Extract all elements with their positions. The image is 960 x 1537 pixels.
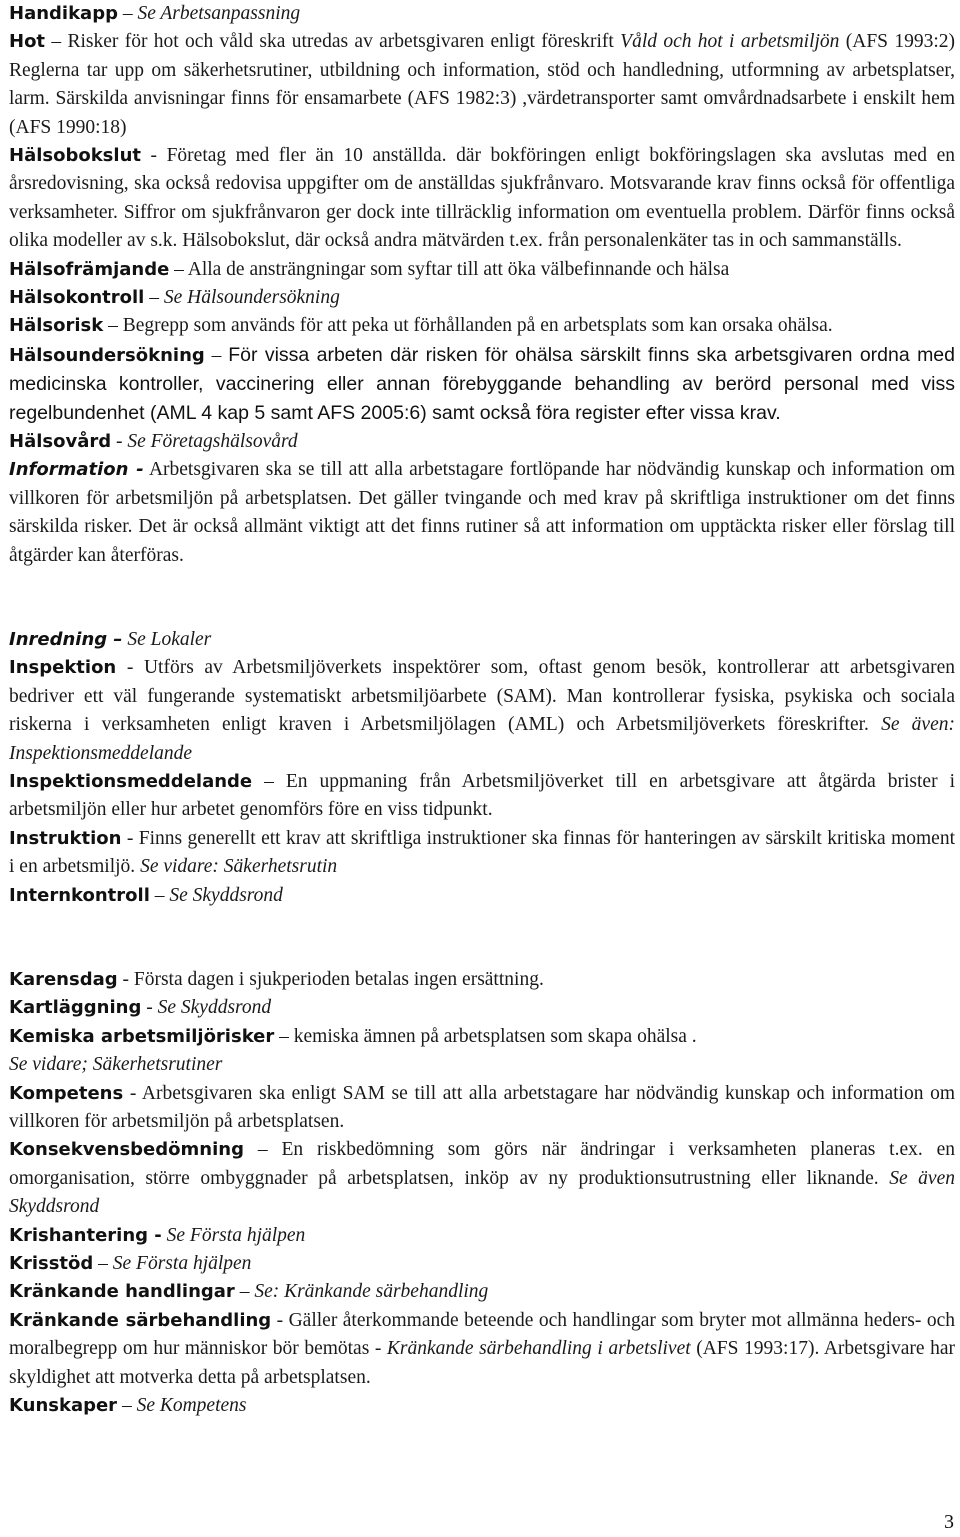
entry-term: Handikapp: [9, 3, 118, 24]
entry-text: Första dagen i sjukperioden betalas ingen ersättning.: [133, 968, 544, 990]
entry-term: Kompetens: [9, 1082, 124, 1104]
entry-reference: Se Hälsoundersökning: [163, 287, 340, 309]
entry-reference: Se Lokaler: [127, 628, 212, 650]
glossary-entry: Kartläggning - Se Skyddsrond: [9, 997, 272, 1019]
entry-text: (AFS 1993:17). Arbetsgivare har skyldighet att motverka detta på arbetsplatsen.: [9, 1338, 955, 1388]
glossary-entry: Kränkande handlingar – Se: Kränkande särbehandling: [9, 1281, 489, 1303]
entry-reference: Se Skyddsrond: [157, 997, 272, 1019]
glossary-section-h: [9, 0, 955, 570]
entry-italic: Kränkande särbehandling i arbetslivet: [386, 1338, 691, 1360]
entry-reference: Se vidare: Säkerhetsrutin: [140, 856, 338, 878]
entry-term: Kunskaper: [9, 1395, 118, 1417]
entry-reference: Se Kompetens: [136, 1395, 247, 1417]
glossary-entry: Internkontroll – Se Skyddsrond: [9, 884, 283, 906]
glossary-entry: Karensdag - Första dagen i sjukperioden betalas ingen ersättning.: [9, 968, 544, 990]
entry-text: Arbetsgivaren ska se till att alla arbetstagare fortlöpande har nödvändig kunskap och information om villkoren för arbetsmiljön på arbetsplatsen. Det gäller tvingande och med krav på skriftliga instruktioner om det finns särskilda risker. Det är också allmänt viktigt att det finns rutiner så att information om upptäckta risker eller förslag till åtgärder kan återföras.: [9, 459, 955, 566]
glossary-entry: Hot – Risker för hot och våld ska utredas av arbetsgivaren enligt föreskrift Våld och hot i arbetsmiljön (AFS 1993:2) Reglerna tar upp om säkerhetsrutiner, utbildning och information, stöd och handledning, utformning av arbetsplatser, larm. Särskilda anvisningar finns för ensamarbete (AFS 1982:3) ,värdetransporter samt omvårdnadsarbete i enskilt hem (AFS 1990:18): [9, 31, 956, 138]
glossary-entry: Konsekvensbedömning – En riskbedömning som görs när ändringar i verksamheten planeras t.ex. en omorganisation, större ombyggnader på arbetsplatsen, inköp av ny produktionsutrustning eller liknande. Se även Skyddsrond: [9, 1139, 955, 1218]
entry-reference: Se Första hjälpen: [166, 1224, 306, 1246]
glossary-entry: Hälsobokslut - Företag med fler än 10 anställda. där bokföringen enligt bokföringslagen ska avslutas med en årsredovisning, ska också redovisa uppgifter om de anställdas sjukfrånvaro. Motsvarande krav finns också för offentliga verksamheter. Siffror om sjukfrånvaron ger dock inte tillräcklig information om eventuella problem. Därför finns också olika modeller av s.k. Hälsobokslut, där också andra mätvärden t.ex. från personalenkäter tas in och sammanställs.: [9, 145, 955, 252]
glossary-entry: [9, 626, 955, 654]
entry-term: Internkontroll: [9, 884, 150, 906]
entry-term: Karensdag: [9, 968, 118, 990]
glossary-section-k: [9, 966, 955, 1421]
entry-text: Alla de ansträngningar som syftar till att öka välbefinnande och hälsa: [187, 258, 730, 280]
glossary-section-i: [9, 626, 955, 910]
entry-reference: Se Företagshälsovård: [127, 430, 298, 452]
entry-term: Inspektionsmeddelande: [9, 770, 253, 792]
glossary-entry: Kemiska arbetsmiljörisker – kemiska ämnen på arbetsplatsen som skapa ohälsa .: [9, 1025, 697, 1047]
entry-reference: Se: Kränkande särbehandling: [254, 1281, 489, 1303]
entry-reference: Se Skyddsrond: [169, 884, 283, 906]
glossary-entry: Hälsokontroll – Se Hälsoundersökning: [9, 287, 340, 309]
entry-reference: Se Arbetsanpassning: [137, 3, 301, 24]
entry-text: Gäller återkommande beteende och handlingar som bryter mot allmänna heders- och moralbegrepp om hur människor bör bemötas -: [9, 1309, 955, 1360]
entry-term: Konsekvensbedömning: [9, 1139, 244, 1161]
entry-term: Kartläggning: [9, 997, 142, 1019]
entry-term: Hot: [9, 31, 46, 53]
entry-text: Arbetsgivaren ska enligt SAM se till att alla arbetstagare har nödvändig kunskap och information om villkoren för arbetsmiljön på arbetsplatsen.: [9, 1082, 956, 1132]
entry-italic: Våld och hot i arbetsmiljön: [620, 31, 840, 53]
section-spacer: [9, 910, 955, 966]
entry-term: Hälsokontroll: [9, 287, 145, 309]
entry-term: Information -: [9, 459, 144, 481]
entry-text: kemiska ämnen på arbetsplatsen som skapa ohälsa .: [293, 1025, 697, 1047]
glossary-entry: Hälsoundersökning – För vissa arbeten där risken för ohälsa särskilt finns ska arbetsgivaren ordna med medicinska kontroller, vaccinering eller annan förebyggande behandling av berörd personal med viss regelbundenhet (AML 4 kap 5 samt AFS 2005:6) samt också föra register efter vissa krav.: [9, 343, 955, 424]
glossary-entry: Handikapp – Se Arbetsanpassning: [9, 3, 301, 24]
page-number: 3: [944, 1511, 954, 1533]
entry-text: (AFS 1993:2) Reglerna tar upp om säkerhetsrutiner, utbildning och information, stöd och handledning, utformning av arbetsplatser, larm. Särskilda anvisningar finns för ensamarbete (AFS 1982:3) ,värdetransporter samt omvårdnadsarbete i enskilt hem (AFS 1990:18): [9, 31, 956, 138]
entry-term: Hälsobokslut: [9, 145, 141, 167]
entry-term: Hälsofrämjande: [9, 258, 170, 280]
entry-reference: Se även Skyddsrond: [9, 1167, 955, 1218]
entry-term: Instruktion: [9, 827, 122, 849]
entry-text: Utförs av Arbetsmiljöverkets inspektörer som, oftast genom besök, kontrollerar att arbetsgivaren bedriver ett väl fungerande systematiskt arbetsmiljöarbete (SAM). Man kontrollerar fysiska, psykiska och sociala riskerna i verksamheten enligt kraven i Arbetsmiljölagen (AML) och Arbetsmiljöverkets föreskrifter.: [9, 657, 955, 736]
entry-text: Företag med fler än 10 anställda. där bokföringen enligt bokföringslagen ska avslutas med en årsredovisning, ska också redovisa uppgifter om de anställdas sjukfrånvaro. Motsvarande krav finns också för offentliga verksamheter. Siffror om sjukfrånvaron ger dock inte tillräcklig information om eventuella problem. Därför finns också olika modeller av s.k. Hälsobokslut, där också andra mätvärden t.ex. från personalenkäter tas in och sammanställs.: [9, 145, 955, 252]
glossary-entry: Inspektion - Utförs av Arbetsmiljöverkets inspektörer som, oftast genom besök, kontrollerar att arbetsgivaren bedriver ett väl fungerande systematiskt arbetsmiljöarbete (SAM). Man kontrollerar fysiska, psykiska och sociala riskerna i verksamheten enligt kraven i Arbetsmiljölagen (AML) och Arbetsmiljöverkets föreskrifter. Se även: Inspektionsmeddelande: [9, 657, 955, 764]
entry-term: Hälsoundersökning: [9, 344, 205, 366]
entry-term: Inspektion: [9, 657, 117, 679]
entry-term: Krishantering -: [9, 1224, 162, 1246]
entry-reference: Se Första hjälpen: [112, 1253, 252, 1275]
entry-text: Finns generellt ett krav att skriftliga instruktioner ska finnas för hanteringen av särskilt kritiska moment i en arbetsmiljö.: [9, 827, 955, 878]
glossary-entry: [9, 456, 955, 570]
entry-text: För vissa arbeten där risken för ohälsa särskilt finns ska arbetsgivaren ordna med medicinska kontroller, vaccinering eller annan förebyggande behandling av berörd personal med viss regelbundenhet (AML 4 kap 5 samt AFS 2005:6) samt också föra register efter vissa krav.: [9, 343, 955, 424]
entry-term: Hälsovård: [9, 430, 112, 452]
glossary-entry: Hälsofrämjande – Alla de ansträngningar som syftar till att öka välbefinnande och hälsa: [9, 258, 730, 280]
section-spacer: [9, 570, 955, 626]
entry-text: Risker för hot och våld ska utredas av arbetsgivaren enligt föreskrift: [67, 31, 621, 53]
glossary-entry: Krisstöd – Se Första hjälpen: [9, 1253, 252, 1275]
entry-term: Hälsorisk: [9, 315, 104, 337]
document-page: [9, 0, 955, 1420]
entry-reference: Se även: Inspektionsmeddelande: [9, 714, 955, 764]
entry-text: Begrepp som används för att peka ut förhållanden på en arbetsplats som kan orsaka ohälsa.: [122, 315, 833, 337]
entry-term: Inredning –: [9, 628, 123, 650]
entry-text: En uppmaning från Arbetsmiljöverket till en arbetsgivare att åtgärda brister i arbetsmiljön eller hur arbetet genomförs före en viss tidpunkt.: [9, 770, 955, 821]
glossary-entry-reference-line: [9, 1051, 955, 1079]
entry-reference: Se vidare; Säkerhetsrutiner: [9, 1054, 223, 1076]
glossary-entry: Kunskaper – Se Kompetens: [9, 1395, 247, 1417]
entry-text: En riskbedömning som görs när ändringar i verksamheten planeras t.ex. en omorganisation, större ombyggnader på arbetsplatsen, inköp av ny produktionsutrustning eller liknande.: [9, 1139, 955, 1189]
glossary-entry: Kränkande särbehandling - Gäller återkommande beteende och handlingar som bryter mot allmänna heders- och moralbegrepp om hur människor bör bemötas - Kränkande särbehandling i arbetslivet (AFS 1993:17). Arbetsgivare har skyldighet att motverka detta på arbetsplatsen.: [9, 1309, 955, 1388]
entry-term: Kemiska arbetsmiljörisker: [9, 1025, 275, 1047]
entry-term: Kränkande särbehandling: [9, 1309, 272, 1331]
glossary-entry: [9, 1222, 955, 1250]
glossary-entry: Inspektionsmeddelande – En uppmaning från Arbetsmiljöverket till en arbetsgivare att åtgärda brister i arbetsmiljön eller hur arbetet genomförs före en viss tidpunkt.: [9, 770, 955, 821]
entry-term: Kränkande handlingar: [9, 1281, 235, 1303]
glossary-entry: Hälsorisk – Begrepp som används för att peka ut förhållanden på en arbetsplats som kan orsaka ohälsa.: [9, 315, 833, 337]
glossary-entry: Instruktion - Finns generellt ett krav att skriftliga instruktioner ska finnas för hanteringen av särskilt kritiska moment i en arbetsmiljö. Se vidare: Säkerhetsrutin: [9, 827, 955, 878]
entry-term: Krisstöd: [9, 1253, 94, 1275]
glossary-entry: Kompetens - Arbetsgivaren ska enligt SAM se till att alla arbetstagare har nödvändig kunskap och information om villkoren för arbetsmiljön på arbetsplatsen.: [9, 1082, 956, 1132]
glossary-entry: Hälsovård - Se Företagshälsovård: [9, 430, 298, 452]
